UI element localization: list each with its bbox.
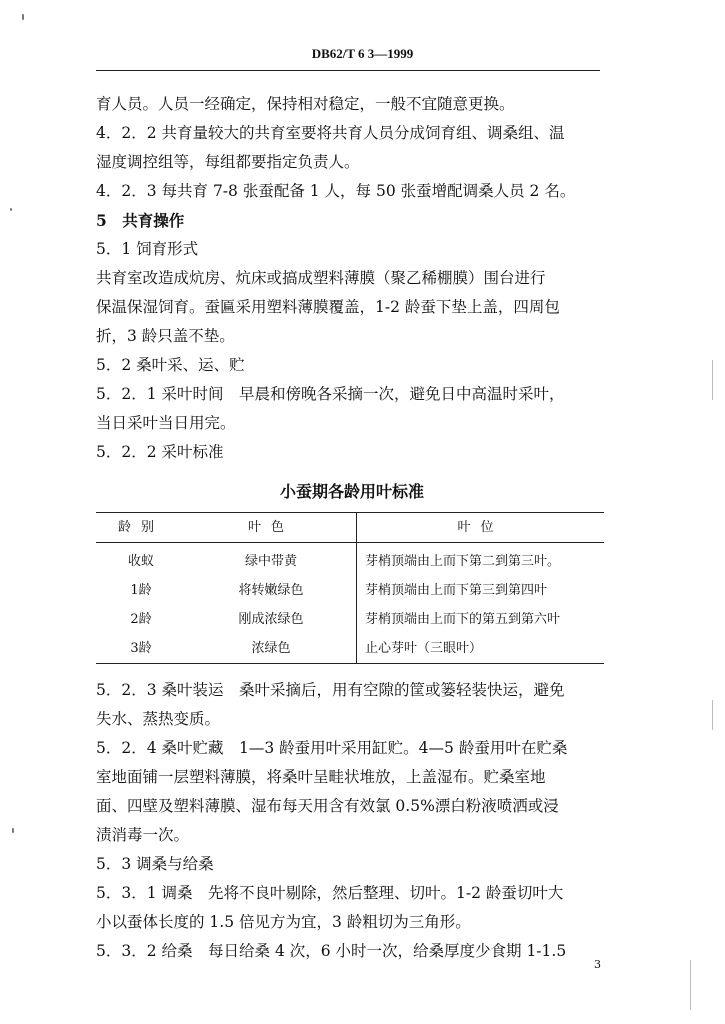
paragraph-line: 4．2．3 每共育 7-8 张蚕配备 1 人，每 50 张蚕增配调桑人员 2 名。	[96, 182, 576, 200]
table-cell: 芽梢顶端由上而下的第五到第六叶	[365, 612, 561, 627]
paragraph-line: 5．2．3 桑叶装运 桑叶采摘后，用有空隙的筐或篓轻装快运，避免	[96, 681, 565, 699]
paragraph-line: 保温保湿饲育。蚕匾采用塑料薄膜覆盖，1-2 龄蚕下垫上盖，四周包	[96, 298, 560, 316]
scan-edge-mark	[712, 360, 713, 400]
paragraph-line: 育人员。人员一经确定，保持相对稳定，一般不宜随意更换。	[96, 95, 515, 113]
scan-speck	[12, 828, 14, 833]
paragraph-line: 小以蚕体长度的 1.5 倍见方为宜，3 龄粗切为三角形。	[96, 913, 471, 931]
paragraph-line: 折，3 龄只盖不垫。	[96, 327, 235, 345]
paragraph-line: 4．2．2 共育量较大的共育室要将共育人员分成饲育组、调桑组、温	[96, 124, 565, 142]
subsection-heading: 5．2．2 采叶标准	[96, 443, 224, 461]
paragraph-line: 面、四壁及塑料薄膜、湿布每天用含有效氯 0.5%漂白粉液喷洒或浸	[96, 797, 559, 815]
paragraph-line: 当日采叶当日用完。	[96, 414, 236, 432]
paragraph-line: 室地面铺一层塑料薄膜，将桑叶呈畦状堆放，上盖湿布。贮桑室地	[96, 768, 546, 786]
scan-edge-mark	[690, 960, 691, 1010]
table-cell: 1龄	[130, 583, 152, 598]
table-cell: 芽梢顶端由上而下第二到第三叶。	[365, 554, 561, 569]
subsection-heading: 5．3 调桑与给桑	[96, 855, 214, 873]
table-row	[96, 634, 604, 664]
header-cell-leaf-position: 叶位	[357, 513, 605, 543]
header-cell-leaf-color: 叶色	[186, 513, 357, 543]
page-number: 3	[594, 958, 601, 971]
table-row	[96, 543, 604, 577]
scan-speck	[22, 14, 24, 20]
paragraph-line: 5．2．1 采叶时间 早晨和傍晚各采摘一次，避免日中高温时采叶，	[96, 385, 565, 403]
table-header-row	[96, 513, 604, 543]
table-cell: 收蚁	[127, 554, 154, 569]
paragraph-line: 湿度调控组等，每组都要指定负责人。	[96, 153, 360, 171]
section-heading: 5 共育操作	[96, 211, 185, 230]
table-cell: 绿中带黄	[186, 543, 357, 577]
subsection-heading: 5．2 桑叶采、运、贮	[96, 356, 245, 374]
table-title: 小蚕期各龄用叶标准	[279, 482, 424, 501]
header-cell-instar: 龄别	[96, 513, 186, 543]
document-body	[96, 90, 608, 966]
paragraph-line: 5．2．4 桑叶贮藏 1—3 龄蚕用叶采用缸贮。4—5 龄蚕用叶在贮桑	[96, 739, 568, 757]
header-rule	[96, 70, 600, 71]
subsection-heading: 5．1 饲育形式	[96, 240, 199, 258]
leaf-standard-table	[96, 512, 604, 664]
table-cell: 止心芽叶（三眼叶）	[357, 634, 605, 664]
table-cell: 芽梢顶端由上而下第三到第四叶	[365, 583, 548, 598]
table-cell: 刚成浓绿色	[186, 605, 357, 634]
standard-code: DB62/T 6 3—1999	[311, 46, 414, 61]
paragraph-line: 渍消毒一次。	[96, 826, 190, 844]
table-cell: 将转嫩绿色	[186, 576, 357, 605]
table-cell: 3龄	[96, 634, 186, 664]
paragraph-line: 5．3．1 调桑 先将不良叶剔除，然后整理、切叶。1-2 龄蚕切叶大	[96, 884, 564, 902]
scan-speck	[10, 208, 12, 211]
table-row	[96, 605, 604, 634]
table-row	[96, 576, 604, 605]
paragraph-line: 共育室改造成炕房、炕床或搞成塑料薄膜（聚乙稀棚膜）围台进行	[96, 269, 546, 287]
scan-edge-mark	[712, 700, 713, 730]
paragraph-line: 失水、蒸热变质。	[96, 710, 221, 728]
table-cell: 2龄	[130, 612, 152, 627]
table-cell: 浓绿色	[186, 634, 357, 664]
paragraph-line: 5．3．2 给桑 每日给桑 4 次，6 小时一次，给桑厚度少食期 1-1.5	[96, 942, 567, 960]
